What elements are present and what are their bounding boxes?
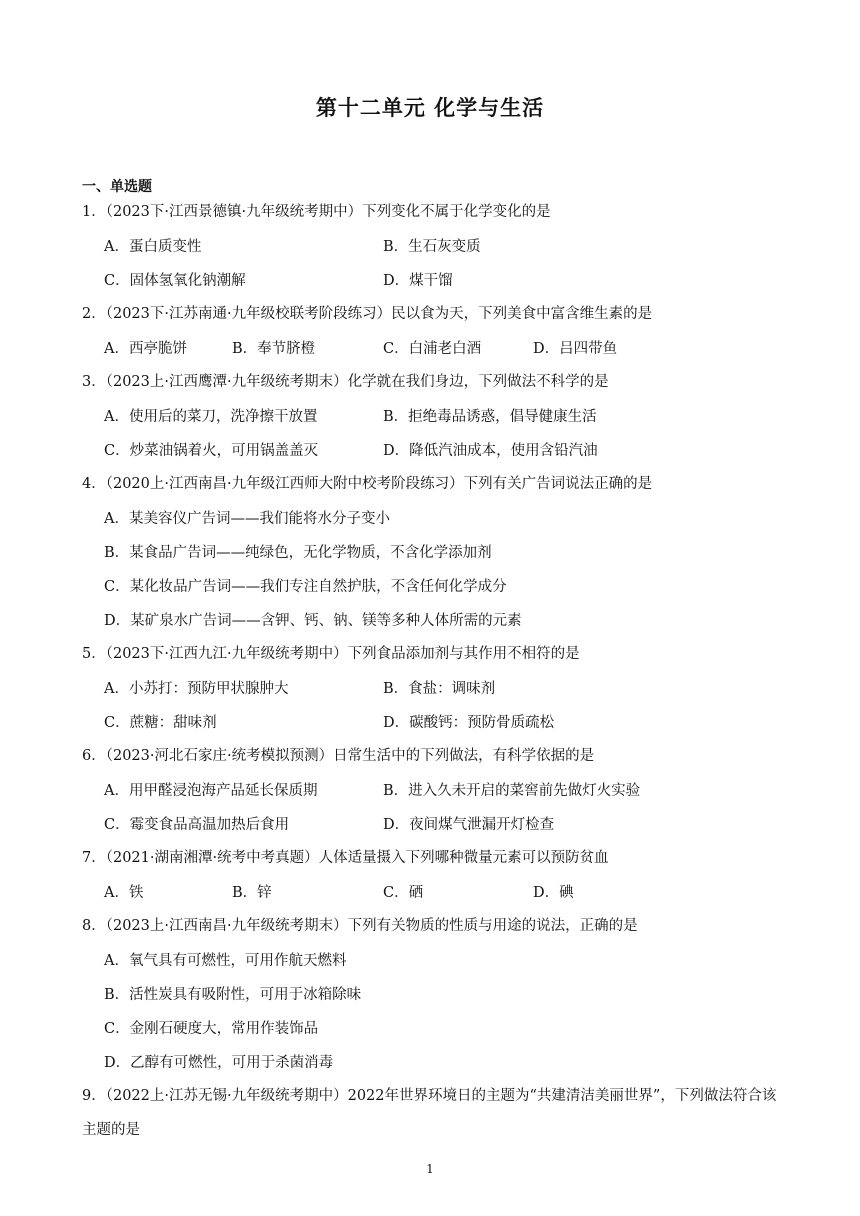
q4-option-b: B．某食品广告词——纯绿色，无化学物质，不含化学添加剂 bbox=[104, 545, 492, 561]
q8-option-d: D．乙醇有可燃性，可用于杀菌消毒 bbox=[104, 1055, 334, 1071]
q8-option-b: B．活性炭具有吸附性，可用于冰箱除味 bbox=[104, 987, 362, 1003]
page-title: 第十二单元 化学与生活 bbox=[315, 95, 545, 120]
q1-option-b: B．生石灰变质 bbox=[383, 239, 481, 255]
question-stem-6: 6．（2023·河北石家庄·统考模拟预测）日常生活中的下列做法，有科学依据的是 bbox=[82, 748, 595, 764]
q7-option-c: C．硒 bbox=[383, 885, 424, 901]
q5-option-d: D．碳酸钙：预防骨质疏松 bbox=[383, 715, 555, 731]
q3-option-a: A．使用后的菜刀，洗净擦干放置 bbox=[104, 409, 318, 425]
q4-option-c: C．某化妆品广告词——我们专注自然护肤，不含任何化学成分 bbox=[104, 579, 507, 595]
q1-option-d: D．煤干馏 bbox=[383, 273, 453, 289]
q6-option-b: B．进入久未开启的菜窖前先做灯火实验 bbox=[383, 783, 641, 799]
question-stem-5: 5．（2023下·江西九江·九年级统考期中）下列食品添加剂与其作用不相符的是 bbox=[82, 646, 580, 662]
q2-option-a: A．西亭脆饼 bbox=[104, 341, 187, 357]
page-number: 1 bbox=[426, 1162, 434, 1176]
section-heading: 一、单选题 bbox=[82, 179, 152, 195]
q6-option-a: A．用甲醛浸泡海产品延长保质期 bbox=[104, 783, 318, 799]
question-stem-3: 3．（2023上·江西鹰潭·九年级统考期末）化学就在我们身边，下列做法不科学的是 bbox=[82, 374, 609, 390]
q4-option-a: A．某美容仪广告词——我们能将水分子变小 bbox=[104, 511, 390, 527]
q6-option-c: C．霉变食品高温加热后食用 bbox=[104, 817, 290, 833]
q1-option-a: A．蛋白质变性 bbox=[104, 239, 202, 255]
question-stem-4: 4．（2020上·江西南昌·九年级江西师大附中校考阶段练习）下列有关广告词说法正确的是 bbox=[82, 476, 653, 492]
q3-option-d: D．降低汽油成本，使用含铅汽油 bbox=[383, 443, 598, 459]
q7-option-b: B．锌 bbox=[232, 885, 272, 901]
q4-option-d: D．某矿泉水广告词——含钾、钙、钠、镁等多种人体所需的元素 bbox=[104, 613, 522, 629]
q3-option-c: C．炒菜油锅着火，可用锅盖盖灭 bbox=[104, 443, 319, 459]
q7-option-a: A．铁 bbox=[104, 885, 144, 901]
q5-option-c: C．蔗糖：甜味剂 bbox=[104, 715, 217, 731]
q2-option-b: B．奉节脐橙 bbox=[232, 341, 316, 357]
q7-option-d: D．碘 bbox=[533, 885, 574, 901]
q2-option-c: C．白浦老白酒 bbox=[383, 341, 482, 357]
q5-option-b: B．食盐：调味剂 bbox=[383, 681, 496, 697]
question-stem-8: 8．（2023上·江西南昌·九年级统考期末）下列有关物质的性质与用途的说法，正确的是 bbox=[82, 918, 638, 934]
q6-option-d: D．夜间煤气泄漏开灯检查 bbox=[383, 817, 555, 833]
q2-option-d: D．吕四带鱼 bbox=[533, 341, 618, 357]
q1-option-c: C．固体氢氧化钠潮解 bbox=[104, 273, 246, 289]
q8-option-a: A．氧气具有可燃性，可用作航天燃料 bbox=[104, 953, 347, 969]
question-stem-2: 2．（2023下·江苏南通·九年级校联考阶段练习）民以食为天，下列美食中富含维生素的是 bbox=[82, 306, 653, 322]
question-stem-9: 9．（2022上·江苏无锡·九年级统考期中）2022年世界环境日的主题为“共建清洁美丽世界”，下列做法符合该主题的是 bbox=[82, 1088, 777, 1138]
question-stem-1: 1．（2023下·江西景德镇·九年级统考期中）下列变化不属于化学变化的是 bbox=[82, 204, 551, 220]
q8-option-c: C．金刚石硬度大，常用作装饰品 bbox=[104, 1021, 319, 1037]
q5-option-a: A．小苏打：预防甲状腺肿大 bbox=[104, 681, 289, 697]
question-stem-7: 7．（2021·湖南湘潭·统考中考真题）人体适量摄入下列哪种微量元素可以预防贫血 bbox=[82, 850, 609, 866]
q3-option-b: B．拒绝毒品诱惑，倡导健康生活 bbox=[383, 409, 597, 425]
